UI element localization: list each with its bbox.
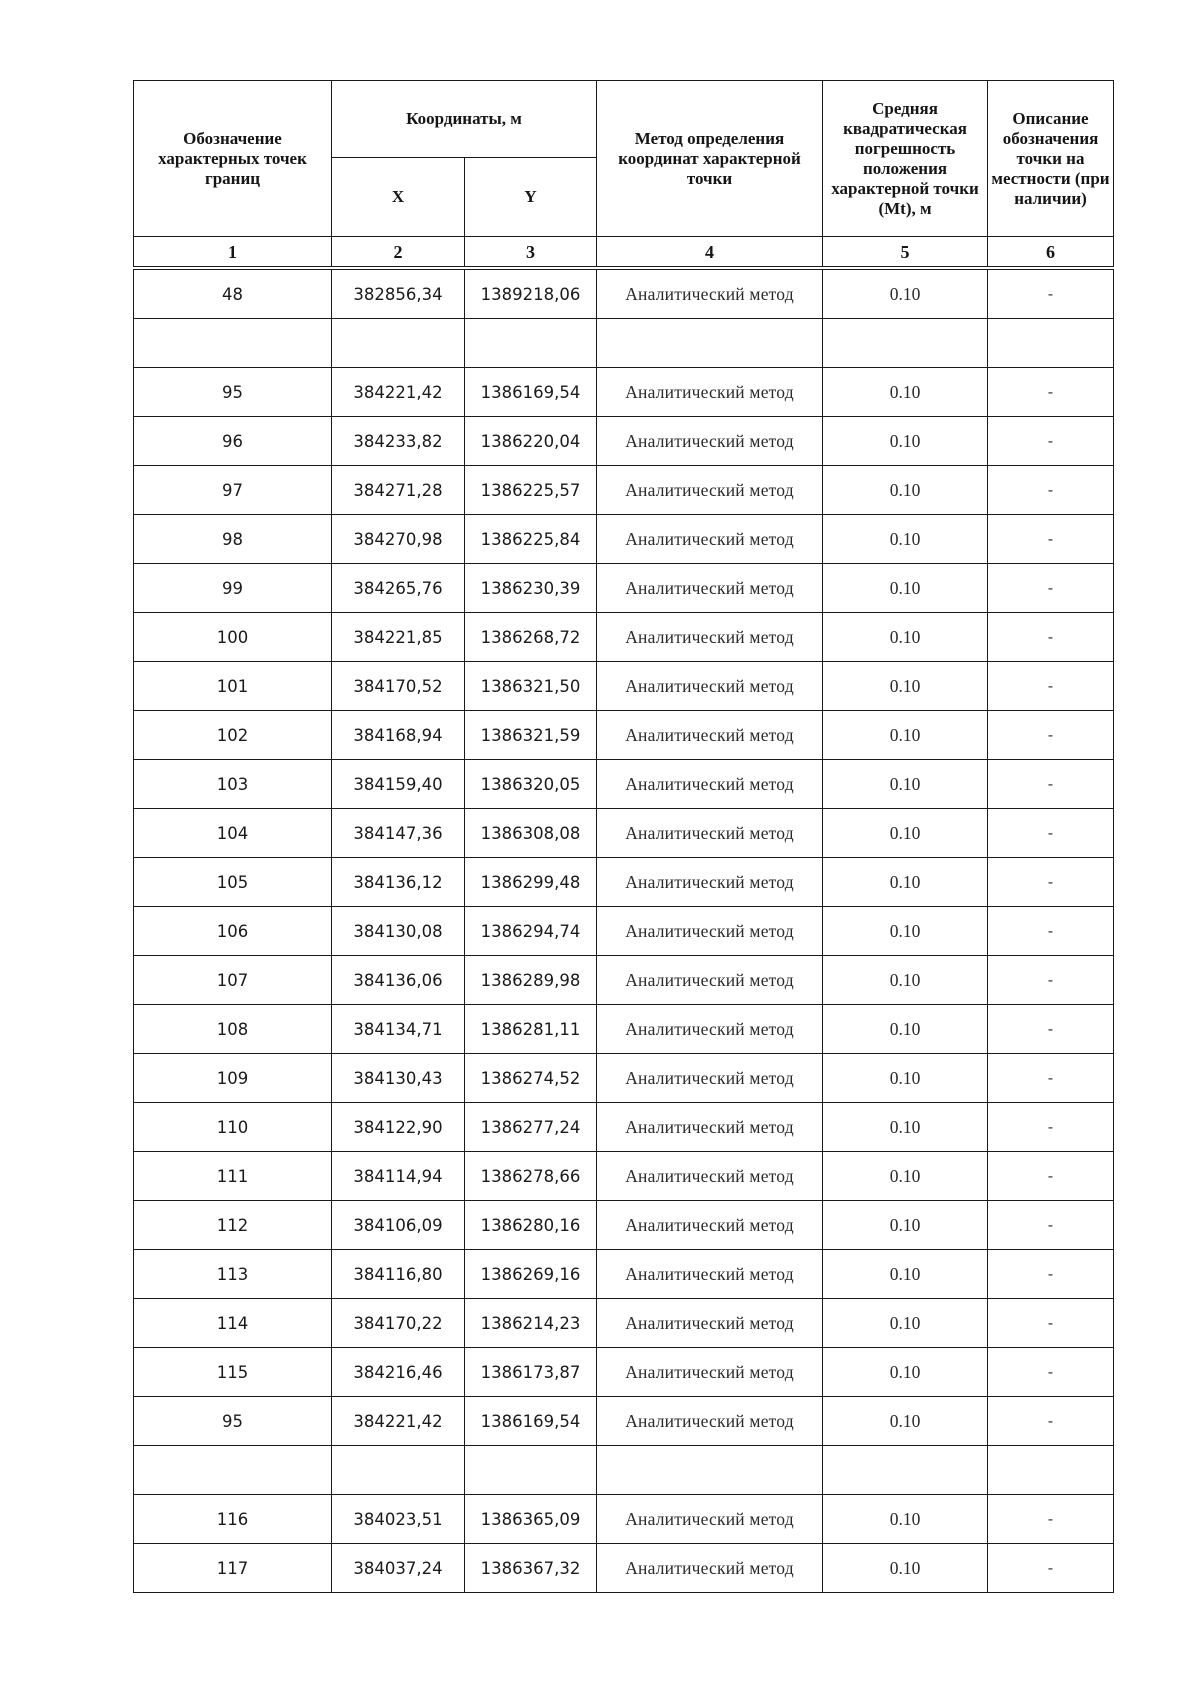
error-cell: 0.10	[823, 1397, 988, 1446]
table-header	[134, 81, 1114, 269]
method-cell: Аналитический метод	[597, 711, 823, 760]
x-coordinate-cell: 384130,08	[332, 907, 465, 956]
method-cell: Аналитический метод	[597, 613, 823, 662]
empty-cell	[134, 319, 332, 368]
description-cell: -	[988, 760, 1114, 809]
y-coordinate-cell: 1386281,11	[465, 1005, 597, 1054]
point-cell: 112	[134, 1201, 332, 1250]
column-number: 1	[134, 237, 332, 269]
description-cell: -	[988, 1005, 1114, 1054]
point-cell: 115	[134, 1348, 332, 1397]
y-coordinate-cell: 1386214,23	[465, 1299, 597, 1348]
x-coordinate-cell: 384168,94	[332, 711, 465, 760]
table-row	[134, 1397, 1114, 1446]
table-row	[134, 1005, 1114, 1054]
point-cell: 96	[134, 417, 332, 466]
error-cell: 0.10	[823, 1054, 988, 1103]
description-cell: -	[988, 613, 1114, 662]
boundary-points-table	[133, 80, 1114, 1593]
description-cell: -	[988, 711, 1114, 760]
error-cell: 0.10	[823, 1250, 988, 1299]
column-number-row	[134, 237, 1114, 269]
table-row	[134, 268, 1114, 319]
x-coordinate-cell: 384023,51	[332, 1495, 465, 1544]
description-cell: -	[988, 1152, 1114, 1201]
point-cell: 99	[134, 564, 332, 613]
y-coordinate-cell: 1386289,98	[465, 956, 597, 1005]
table-row	[134, 1348, 1114, 1397]
method-cell: Аналитический метод	[597, 1005, 823, 1054]
y-coordinate-cell: 1386280,16	[465, 1201, 597, 1250]
error-cell: 0.10	[823, 907, 988, 956]
x-coordinate-cell: 384216,46	[332, 1348, 465, 1397]
empty-cell	[988, 319, 1114, 368]
method-cell: Аналитический метод	[597, 1201, 823, 1250]
point-cell: 111	[134, 1152, 332, 1201]
point-cell: 101	[134, 662, 332, 711]
error-cell: 0.10	[823, 268, 988, 319]
description-cell: -	[988, 1201, 1114, 1250]
table-row	[134, 1495, 1114, 1544]
header-x: X	[332, 158, 465, 237]
x-coordinate-cell: 384106,09	[332, 1201, 465, 1250]
description-cell: -	[988, 1397, 1114, 1446]
error-cell: 0.10	[823, 1544, 988, 1593]
error-cell: 0.10	[823, 417, 988, 466]
description-cell: -	[988, 417, 1114, 466]
method-cell: Аналитический метод	[597, 1152, 823, 1201]
x-coordinate-cell: 384270,98	[332, 515, 465, 564]
point-cell: 106	[134, 907, 332, 956]
point-cell: 103	[134, 760, 332, 809]
error-cell: 0.10	[823, 956, 988, 1005]
y-coordinate-cell: 1386220,04	[465, 417, 597, 466]
error-cell: 0.10	[823, 1103, 988, 1152]
point-cell: 110	[134, 1103, 332, 1152]
error-cell: 0.10	[823, 1495, 988, 1544]
description-cell: -	[988, 1250, 1114, 1299]
point-cell: 109	[134, 1054, 332, 1103]
column-number: 6	[988, 237, 1114, 269]
error-cell: 0.10	[823, 1152, 988, 1201]
error-cell: 0.10	[823, 662, 988, 711]
method-cell: Аналитический метод	[597, 1103, 823, 1152]
x-coordinate-cell: 384134,71	[332, 1005, 465, 1054]
description-cell: -	[988, 809, 1114, 858]
method-cell: Аналитический метод	[597, 1397, 823, 1446]
x-coordinate-cell: 384122,90	[332, 1103, 465, 1152]
table-row	[134, 368, 1114, 417]
method-cell: Аналитический метод	[597, 368, 823, 417]
header-coordinates: Координаты, м	[332, 81, 597, 158]
x-coordinate-cell: 384170,22	[332, 1299, 465, 1348]
point-cell: 114	[134, 1299, 332, 1348]
table-row	[134, 515, 1114, 564]
x-coordinate-cell: 384116,80	[332, 1250, 465, 1299]
x-coordinate-cell: 384159,40	[332, 760, 465, 809]
table-row	[134, 809, 1114, 858]
description-cell: -	[988, 907, 1114, 956]
method-cell: Аналитический метод	[597, 662, 823, 711]
method-cell: Аналитический метод	[597, 466, 823, 515]
column-number: 2	[332, 237, 465, 269]
method-cell: Аналитический метод	[597, 417, 823, 466]
y-coordinate-cell: 1386230,39	[465, 564, 597, 613]
header-description: Описание обозначения точки на местности (при наличии)	[988, 81, 1114, 237]
method-cell: Аналитический метод	[597, 564, 823, 613]
table-row	[134, 466, 1114, 515]
error-cell: 0.10	[823, 858, 988, 907]
y-coordinate-cell: 1386321,59	[465, 711, 597, 760]
empty-cell	[465, 319, 597, 368]
error-cell: 0.10	[823, 809, 988, 858]
point-cell: 102	[134, 711, 332, 760]
table-row	[134, 956, 1114, 1005]
table-row	[134, 417, 1114, 466]
header-error: Средняя квадратическая погрешность положения характерной точки (Mt), м	[823, 81, 988, 237]
point-cell: 100	[134, 613, 332, 662]
method-cell: Аналитический метод	[597, 760, 823, 809]
table-row	[134, 1201, 1114, 1250]
method-cell: Аналитический метод	[597, 1054, 823, 1103]
table-row	[134, 1544, 1114, 1593]
empty-cell	[332, 319, 465, 368]
description-cell: -	[988, 564, 1114, 613]
header-y: Y	[465, 158, 597, 237]
x-coordinate-cell: 384136,06	[332, 956, 465, 1005]
x-coordinate-cell: 384221,42	[332, 368, 465, 417]
point-cell: 116	[134, 1495, 332, 1544]
description-cell: -	[988, 1544, 1114, 1593]
y-coordinate-cell: 1386367,32	[465, 1544, 597, 1593]
table-row	[134, 711, 1114, 760]
y-coordinate-cell: 1386225,57	[465, 466, 597, 515]
x-coordinate-cell: 384233,82	[332, 417, 465, 466]
table-row	[134, 1103, 1114, 1152]
method-cell: Аналитический метод	[597, 268, 823, 319]
error-cell: 0.10	[823, 613, 988, 662]
empty-cell	[988, 1446, 1114, 1495]
table-row	[134, 613, 1114, 662]
y-coordinate-cell: 1386169,54	[465, 368, 597, 417]
table-row	[134, 1250, 1114, 1299]
empty-cell	[597, 319, 823, 368]
description-cell: -	[988, 1348, 1114, 1397]
y-coordinate-cell: 1386320,05	[465, 760, 597, 809]
point-cell: 95	[134, 368, 332, 417]
point-cell: 95	[134, 1397, 332, 1446]
y-coordinate-cell: 1386321,50	[465, 662, 597, 711]
point-cell: 108	[134, 1005, 332, 1054]
x-coordinate-cell: 384114,94	[332, 1152, 465, 1201]
document-page	[133, 80, 1113, 1593]
method-cell: Аналитический метод	[597, 1348, 823, 1397]
method-cell: Аналитический метод	[597, 809, 823, 858]
point-cell: 107	[134, 956, 332, 1005]
x-coordinate-cell: 384136,12	[332, 858, 465, 907]
description-cell: -	[988, 268, 1114, 319]
description-cell: -	[988, 1054, 1114, 1103]
method-cell: Аналитический метод	[597, 1250, 823, 1299]
empty-cell	[465, 1446, 597, 1495]
error-cell: 0.10	[823, 1005, 988, 1054]
method-cell: Аналитический метод	[597, 858, 823, 907]
column-number: 5	[823, 237, 988, 269]
error-cell: 0.10	[823, 564, 988, 613]
column-number: 4	[597, 237, 823, 269]
x-coordinate-cell: 384221,85	[332, 613, 465, 662]
description-cell: -	[988, 515, 1114, 564]
point-cell: 113	[134, 1250, 332, 1299]
y-coordinate-cell: 1386169,54	[465, 1397, 597, 1446]
x-coordinate-cell: 384130,43	[332, 1054, 465, 1103]
description-cell: -	[988, 956, 1114, 1005]
method-cell: Аналитический метод	[597, 1544, 823, 1593]
error-cell: 0.10	[823, 711, 988, 760]
method-cell: Аналитический метод	[597, 1495, 823, 1544]
x-coordinate-cell: 384265,76	[332, 564, 465, 613]
x-coordinate-cell: 384147,36	[332, 809, 465, 858]
x-coordinate-cell: 384271,28	[332, 466, 465, 515]
x-coordinate-cell: 384170,52	[332, 662, 465, 711]
table-row	[134, 662, 1114, 711]
y-coordinate-cell: 1389218,06	[465, 268, 597, 319]
error-cell: 0.10	[823, 760, 988, 809]
table-row-separator	[134, 1446, 1114, 1495]
point-cell: 105	[134, 858, 332, 907]
point-cell: 117	[134, 1544, 332, 1593]
empty-cell	[134, 1446, 332, 1495]
error-cell: 0.10	[823, 1201, 988, 1250]
method-cell: Аналитический метод	[597, 1299, 823, 1348]
method-cell: Аналитический метод	[597, 907, 823, 956]
point-cell: 97	[134, 466, 332, 515]
method-cell: Аналитический метод	[597, 515, 823, 564]
y-coordinate-cell: 1386269,16	[465, 1250, 597, 1299]
table-row	[134, 907, 1114, 956]
y-coordinate-cell: 1386365,09	[465, 1495, 597, 1544]
method-cell: Аналитический метод	[597, 956, 823, 1005]
x-coordinate-cell: 384037,24	[332, 1544, 465, 1593]
description-cell: -	[988, 1495, 1114, 1544]
y-coordinate-cell: 1386274,52	[465, 1054, 597, 1103]
table-row	[134, 1054, 1114, 1103]
description-cell: -	[988, 466, 1114, 515]
error-cell: 0.10	[823, 466, 988, 515]
error-cell: 0.10	[823, 1348, 988, 1397]
y-coordinate-cell: 1386268,72	[465, 613, 597, 662]
y-coordinate-cell: 1386294,74	[465, 907, 597, 956]
table-row	[134, 1152, 1114, 1201]
table-row	[134, 1299, 1114, 1348]
table-row	[134, 858, 1114, 907]
description-cell: -	[988, 1103, 1114, 1152]
error-cell: 0.10	[823, 1299, 988, 1348]
description-cell: -	[988, 368, 1114, 417]
empty-cell	[597, 1446, 823, 1495]
empty-cell	[823, 319, 988, 368]
table-row	[134, 564, 1114, 613]
x-coordinate-cell: 382856,34	[332, 268, 465, 319]
description-cell: -	[988, 858, 1114, 907]
error-cell: 0.10	[823, 515, 988, 564]
x-coordinate-cell: 384221,42	[332, 1397, 465, 1446]
column-number: 3	[465, 237, 597, 269]
empty-cell	[332, 1446, 465, 1495]
point-cell: 104	[134, 809, 332, 858]
y-coordinate-cell: 1386278,66	[465, 1152, 597, 1201]
table-row-separator	[134, 319, 1114, 368]
error-cell: 0.10	[823, 368, 988, 417]
empty-cell	[823, 1446, 988, 1495]
description-cell: -	[988, 1299, 1114, 1348]
header-designation: Обозначение характерных точек границ	[134, 81, 332, 237]
point-cell: 48	[134, 268, 332, 319]
y-coordinate-cell: 1386308,08	[465, 809, 597, 858]
table-body	[134, 268, 1114, 1593]
point-cell: 98	[134, 515, 332, 564]
table-row	[134, 760, 1114, 809]
y-coordinate-cell: 1386225,84	[465, 515, 597, 564]
y-coordinate-cell: 1386299,48	[465, 858, 597, 907]
y-coordinate-cell: 1386277,24	[465, 1103, 597, 1152]
y-coordinate-cell: 1386173,87	[465, 1348, 597, 1397]
description-cell: -	[988, 662, 1114, 711]
header-method: Метод определения координат характерной точки	[597, 81, 823, 237]
